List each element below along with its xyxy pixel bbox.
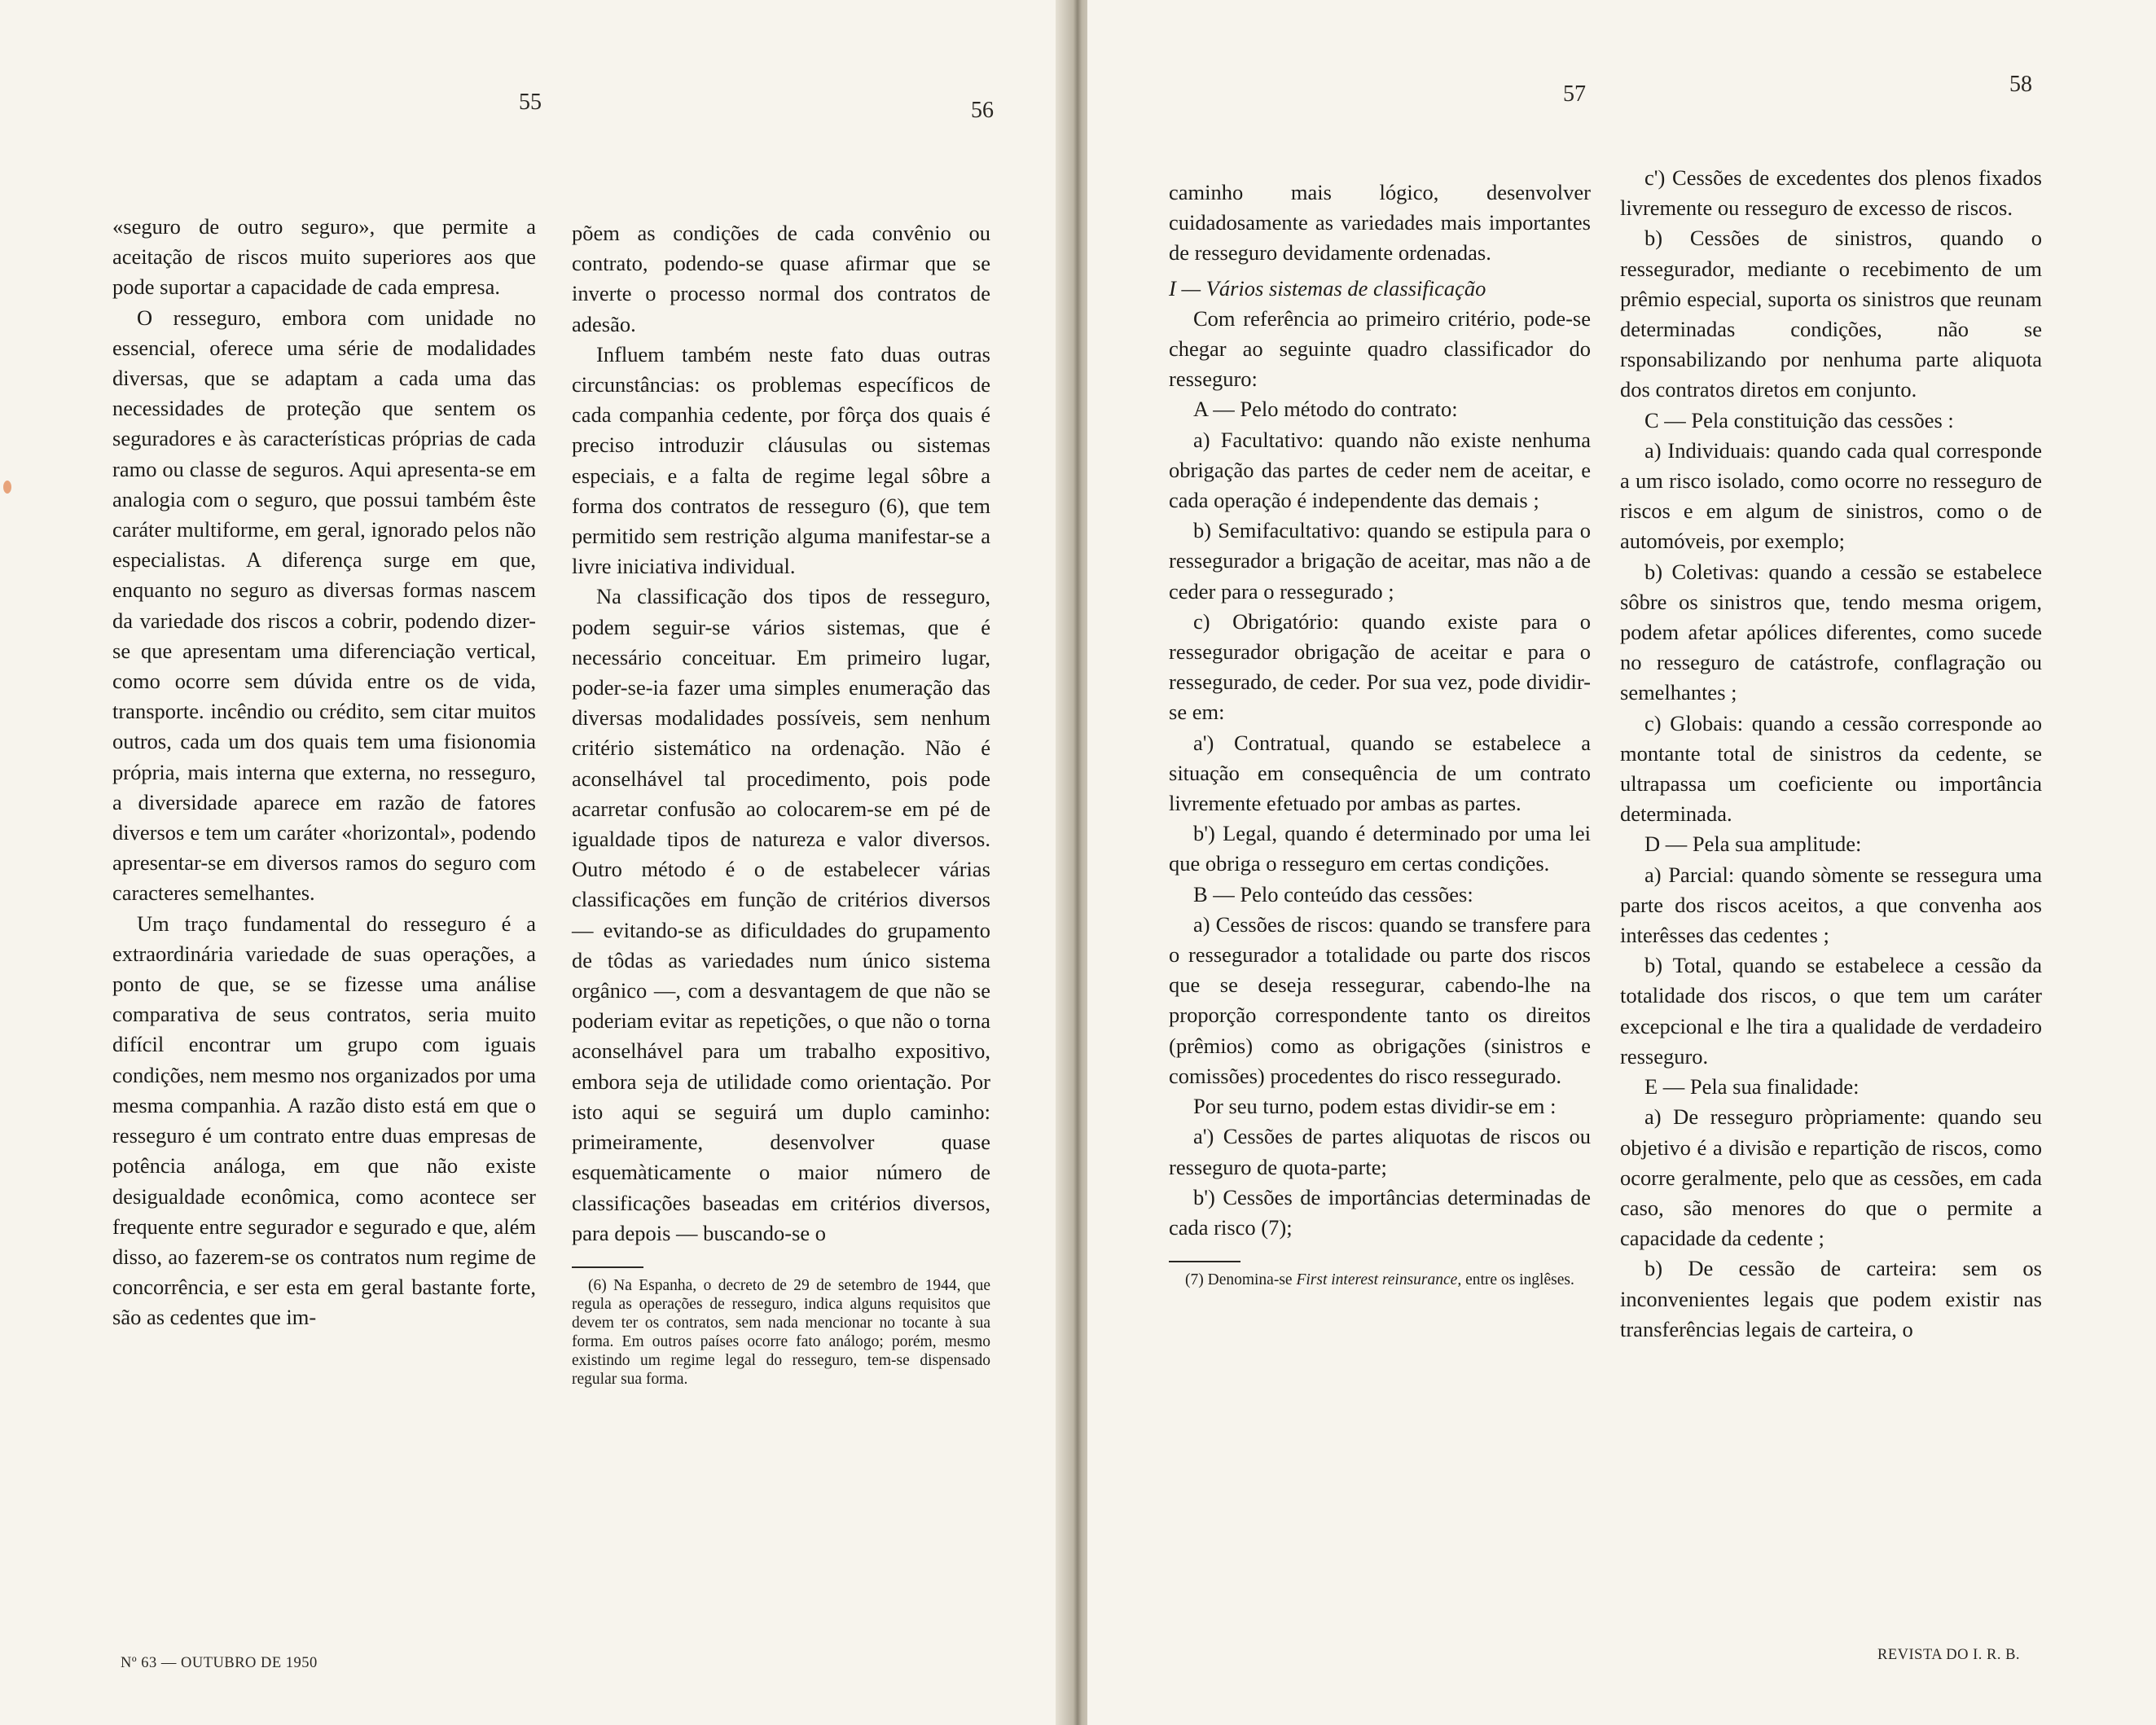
page-number-56: 56 (971, 98, 994, 123)
page-number-55: 55 (519, 90, 542, 115)
paragraph: b) Coletivas: quando a cessão se estabelece sôbre os sinistros que, tendo mesma origem, podem afetar apólices diferentes, como sucede no resseguro de catástrofe, conflagração ou semelhantes ; (1620, 559, 2042, 705)
paragraph: põem as condições de cada convênio ou contrato, podendo-se quase afirmar que se inverte o processo normal dos contratos de adesão. (572, 221, 990, 336)
right-page (1087, 0, 2156, 1725)
footnote-rule (572, 1266, 643, 1268)
footnote-7 (1169, 1271, 1591, 1289)
paragraph: O resseguro, embora com unidade no essencial, oferece uma série de modalidades diversas, que se adaptam a cada uma das necessidades de proteção que sentem os seguradores e às características próprias de cada ramo ou classe de seguros. Aqui apresenta-se em analogia com o seguro, que possui também êste caráter multiforme, em geral, ignorado pelos não especialistas. A diferença surge em que, enquanto no seguro as diversas formas nascem da variedade dos riscos a cobrir, podendo dizer-se que apresentam uma diferenciação vertical, como ocorre sem dúvida entre os de vida, transporte. incêndio ou crédito, sem citar muitos outros, cada um dos quais tem uma fisionomia própria, mais interna que externa, no resseguro, a diversidade aparece em razão de fatores diversos e tem um caráter «horizontal», podendo apresentar-se em diversos ramos do seguro com caracteres semelhantes. (112, 305, 536, 906)
paragraph: a') Cessões de partes aliquotas de riscos ou resseguro de quota-parte; (1169, 1124, 1591, 1179)
paragraph: B — Pelo conteúdo das cessões: (1193, 881, 1473, 906)
column-page-58 (1620, 163, 2042, 1345)
paragraph: D — Pela sua amplitude: (1644, 832, 1862, 857)
paragraph: b') Cessões de importâncias determinadas de cada risco (7); (1169, 1184, 1591, 1240)
paragraph: a) Cessões de riscos: quando se transfere para o ressegurador a totalidade ou parte dos riscos que se deseja ressegurar, cabendo-lhe na proporção correspondente tanto os direitos (prêmios) como as obrigações (sinistros e comissões) procedentes do risco ressegurado. (1169, 911, 1591, 1088)
paragraph: E — Pela sua finalidade: (1644, 1074, 1860, 1100)
paragraph: Na classificação dos tipos de resseguro, podem seguir-se vários sistemas, que é necessário conceituar. Em primeiro lugar, poder-se-ia fazer uma simples enumeração das diversas modalidades possíveis, sem nenhum critério sistemático na ordenação. Não é aconselhável tal procedimento, pois pode acarretar confusão ao colocarem-se em pé de igualdade tipos de natureza e valor diversos. Outro método é o de estabelecer várias classificações em função de critérios diversos — evitando-se as dificuldades do grupamento de tôdas as variedades num único sistema orgânico —, com a desvantagem de que não se poderiam evitar as repetições, o que não o torna aconselhável para um trabalho expositivo, embora seja de utilidade como orientação. Por isto aqui se seguirá um duplo caminho: primeiramente, desenvolver quase esquemàticamente o maior número de classificações baseadas em critérios diversos, para depois — buscando-se o (572, 584, 990, 1245)
paragraph: b) Cessões de sinistros, quando o ressegurador, mediante o recebimento de um prêmio especial, suporta os sinistros que reunam determinadas condições, não se rsponsabilizando por nenhuma parte aliquota dos contratos diretos em conjunto. (1620, 226, 2042, 402)
column-page-56 (572, 218, 990, 1389)
paragraph: a) De resseguro pròpriamente: quando seu objetivo é a divisão e repartição de riscos, como ocorre geralmente, pelo que as cessões, em cada caso, são menores do que o permite a capacidade da cedente ; (1620, 1104, 2042, 1251)
footnote-7-term: First interest reinsurance, (1296, 1271, 1462, 1289)
paragraph: a) Individuais: quando cada qual corresponde a um risco isolado, como ocorre no resseguro de riscos e em algum de sinistros, como o de automóveis, por exemplo; (1620, 437, 2042, 554)
paragraph: Com referência ao primeiro critério, pode-se chegar ao seguinte quadro classificador do resseguro: (1169, 305, 1591, 392)
page-number-58: 58 (2009, 72, 2032, 97)
paragraph: b) De cessão de carteira: sem os inconvenientes legais que podem existir nas transferências legais de carteira, o (1620, 1256, 2042, 1341)
footer-publication: REVISTA DO I. R. B. (1877, 1647, 2021, 1663)
paragraph: a') Contratual, quando se estabelece a situação em consequência de um contrato livremente efetuado por ambas as partes. (1169, 730, 1591, 816)
footer-issue: Nº 63 — OUTUBRO DE 1950 (121, 1655, 318, 1671)
paragraph: «seguro de outro seguro», que permite a aceitação de riscos muito superiores aos que pode suportar a capacidade de cada empresa. (112, 214, 536, 300)
footnote-6: (6) Na Espanha, o decreto de 29 de setembro de 1944, que regula as operações de resseguro, indica alguns requisitos que devem ter os contratos, sem nada mencionar no tocante à sua forma. Em outros países ocorre fato análogo; porém, mesmo existindo um regime legal do resseguro, tem-se dispensado regular sua forma. (572, 1276, 990, 1388)
paragraph: b) Semifacultativo: quando se estipula para o ressegurador a brigação de aceitar, mas não a de ceder para o ressegurado ; (1169, 518, 1591, 604)
paragraph: Por seu turno, podem estas dividir-se em : (1193, 1094, 1557, 1119)
footnote-7-label: (7) Denomina-se (1185, 1271, 1293, 1289)
section-heading: I — Vários sistemas de classificação (1169, 275, 1486, 301)
paragraph: caminho mais lógico, desenvolver cuidadosamente as variedades mais importantes de resseguro devidamente ordenadas. (1169, 180, 1591, 266)
paragraph: C — Pela constituição das cessões : (1644, 407, 1954, 432)
column-page-57 (1169, 178, 1591, 1289)
paragraph: c') Cessões de excedentes dos plenos fixados livremente ou resseguro de excesso de riscos. (1620, 165, 2042, 221)
paragraph: a) Facultativo: quando não existe nenhuma obrigação das partes de ceder nem de aceitar, e cada operação é independente das demais ; (1169, 427, 1591, 513)
paragraph: c) Globais: quando a cessão corresponde ao montante total de sinistros da cedente, se ultrapassa um coeficiente ou importância determinada. (1620, 710, 2042, 827)
paragraph: b) Total, quando se estabelece a cessão da totalidade dos riscos, o que tem um caráter excepcional e lhe tira a qualidade de verdadeiro resseguro. (1620, 953, 2042, 1069)
paragraph: a) Parcial: quando sòmente se ressegura uma parte dos riscos aceitos, a que convenha aos interêsses das cedentes ; (1620, 862, 2042, 948)
paragraph: b') Legal, quando é determinado por uma lei que obriga o resseguro em certas condições. (1169, 821, 1591, 876)
left-page (0, 0, 1069, 1725)
paragraph: Influem também neste fato duas outras circunstâncias: os problemas específicos de cada companhia cedente, por fôrça dos quais é preciso introduzir cláusulas ou sistemas especiais, e a falta de regime legal sôbre a forma dos contratos de resseguro (6), que tem permitido sem restrição alguma manifestar-se a livre iniciativa individual. (572, 341, 990, 579)
column-page-55 (112, 212, 536, 1333)
page-number-57: 57 (1563, 81, 1586, 107)
footnote-rule (1169, 1261, 1240, 1262)
paragraph: A — Pelo método do contrato: (1193, 397, 1458, 422)
footnote-7-tail: entre os inglêses. (1465, 1271, 1574, 1289)
paper-stain (3, 481, 11, 494)
paragraph: c) Obrigatório: quando existe para o ressegurador obrigação de aceitar e para o ressegurado, de ceder. Por sua vez, pode dividir-se em: (1169, 608, 1591, 725)
paragraph: Um traço fundamental do resseguro é a extraordinária variedade de suas operações, a ponto de que, se se fizesse uma análise comparativa de seus contratos, seria muito difícil encontrar um grupo com iguais condições, nem mesmo nos organizados por uma mesma companhia. A razão disto está em que o resseguro é um contrato entre duas empresas de potência análoga, em que não existe desigualdade econômica, como acontece ser frequente entre segurador e segurado e que, além disso, ao fazerem-se os contratos num regime de concorrência, e ser esta em geral bastante forte, são as cedentes que im- (112, 911, 536, 1330)
